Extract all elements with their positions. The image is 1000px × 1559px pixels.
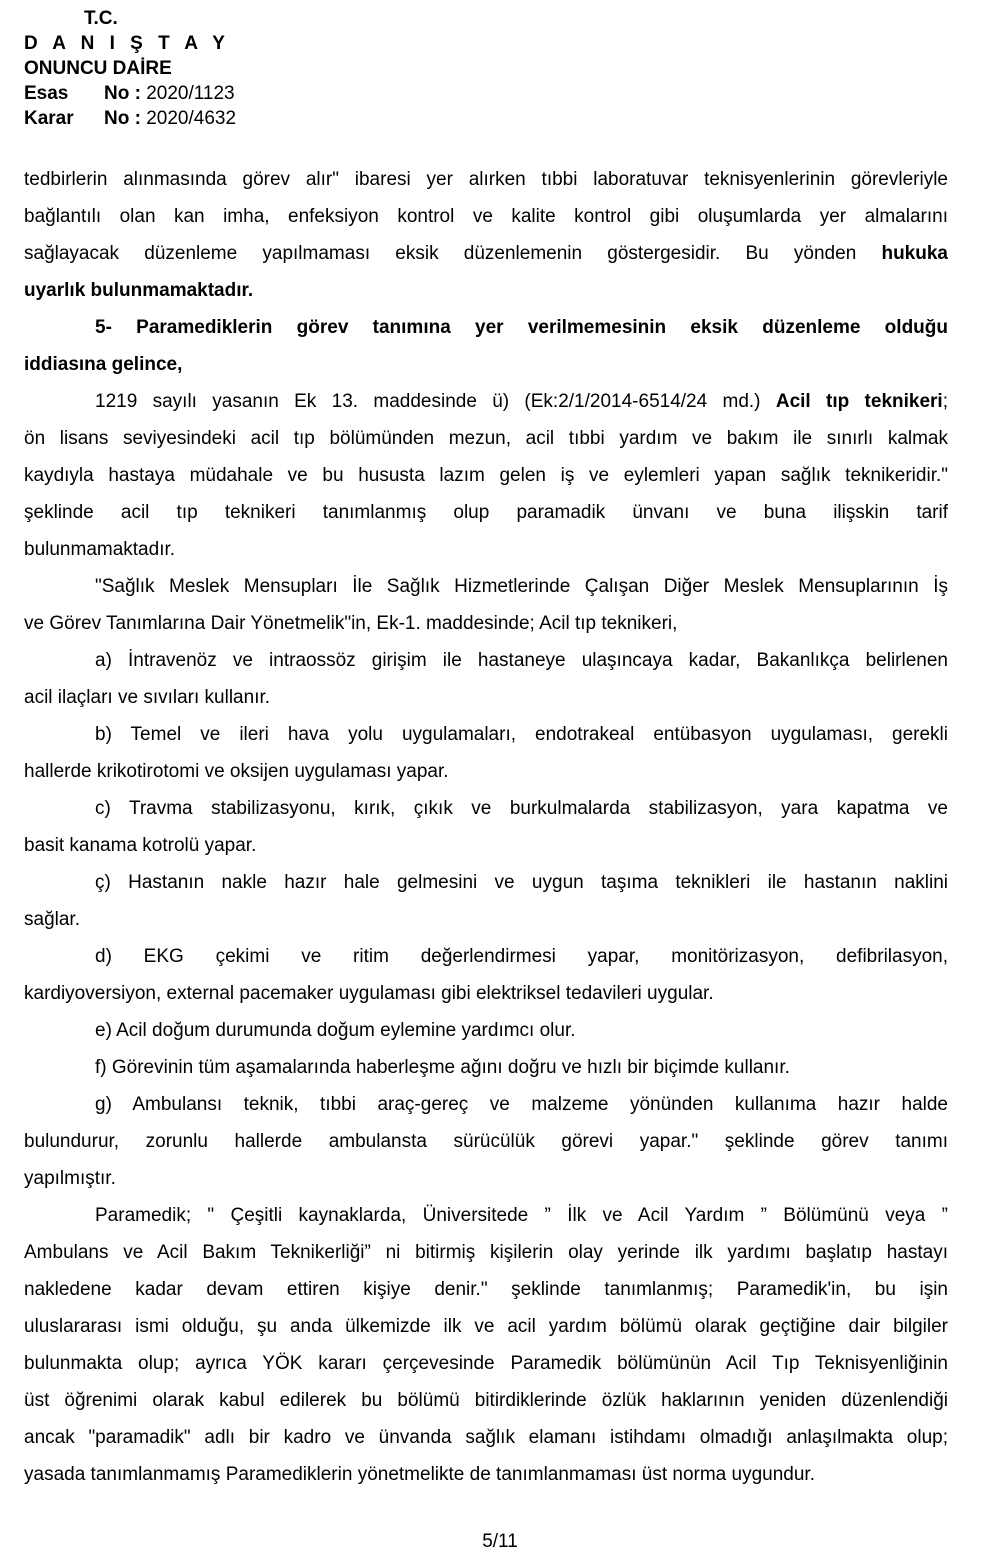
document-header <box>24 6 236 131</box>
list-item-e: e) Acil doğum durumunda doğum eylemine yardımcı olur. <box>95 1020 576 1041</box>
esas-label: Esas <box>24 83 69 104</box>
text-line: şeklinde acil tıp teknikeri tanımlanmış olup paramadik ünvanı ve buna ilişskin tarif <box>24 502 948 523</box>
text-line: yasada tanımlanmamış Paramediklerin yönetmelikte de tanımlanmaması üst norma uygundur. <box>24 1464 815 1485</box>
karar-number-row <box>24 106 236 131</box>
text-line: ancak "paramadik" adlı bir kadro ve ünvanda sağlık elamanı istihdamı olmadığı anlaşılmakta olup; <box>24 1427 948 1448</box>
text-line: Paramedik; " Çeşitli kaynaklarda, Üniversitede ” İlk ve Acil Yardım ” Bölümünü veya ” <box>95 1205 948 1226</box>
text-line: bağlantılı olan kan imha, enfeksiyon kontrol ve kalite kontrol gibi oluşumlarda yer almalarını <box>24 206 948 227</box>
text-line: ön lisans seviyesindeki acil tıp bölümünden mezun, acil tıbbi yardım ve bakım ile sınırlı kalmak <box>24 428 948 449</box>
text-line: "Sağlık Meslek Mensupları İle Sağlık Hizmetlerinde Çalışan Diğer Meslek Mensuplarının İş <box>95 576 948 597</box>
text-line: kaydıyla hastaya müdahale ve bu hususta lazım gelen iş ve eylemleri yapan sağlık teknikeridir." <box>24 465 948 486</box>
header-court-name: D A N I Ş T A Y <box>24 33 230 54</box>
esas-number-row <box>24 81 236 106</box>
text-line: tedbirlerin alınmasında görev alır" ibaresi yer alırken tıbbi laboratuvar teknisyenlerinin görevleriyle <box>24 169 948 190</box>
text-line: 1219 sayılı yasanın Ek 13. maddesinde ü) (Ek:2/1/2014-6514/24 md.) Acil tıp teknikeri; <box>95 391 948 412</box>
bold-conclusion: hukuka <box>881 243 948 264</box>
list-item-c: c) Travma stabilizasyonu, kırık, çıkık ve burkulmalarda stabilizasyon, yara kapatma ve <box>95 798 948 819</box>
text-line: ve Görev Tanımlarına Dair Yönetmelik"in, Ek-1. maddesinde; Acil tıp teknikeri, <box>24 613 678 634</box>
text-line: acil ilaçları ve sıvıları kullanır. <box>24 687 271 708</box>
bold-term: Acil tıp teknikeri <box>775 391 943 412</box>
text-line: yapılmıştır. <box>24 1168 116 1189</box>
text-line: uluslararası ismi olduğu, şu anda ülkemizde ilk ve acil yardım bölümü olarak geçtiğine dair bilgiler <box>24 1316 948 1337</box>
list-item-b: b) Temel ve ileri hava yolu uygulamaları, endotrakeal entübasyon uygulaması, gerekli <box>95 724 948 745</box>
list-item-g: g) Ambulansı teknik, tıbbi araç-gereç ve malzeme yönünden kullanıma hazır halde <box>95 1094 948 1115</box>
text-line: kardiyoversiyon, external pacemaker uygulaması gibi elektriksel tedavileri uygular. <box>24 983 714 1004</box>
esas-number: 2020/1123 <box>146 83 235 104</box>
text-line: sağlayacak düzenleme yapılmaması eksik düzenlemenin göstergesidir. Bu yönden hukuka <box>24 243 948 264</box>
page-number: 5/11 <box>482 1531 518 1552</box>
text-line: bulunmamaktadır. <box>24 539 176 560</box>
text-line: bulunmakta olup; ayrıca YÖK kararı çerçevesinde Paramedik bölümünün Acil Tıp Teknisyenliğinin <box>24 1353 948 1374</box>
list-item-c-cedilla: ç) Hastanın nakle hazır hale gelmesini ve uygun taşıma teknikleri ile hastanın naklini <box>95 872 948 893</box>
text-line: bulundurur, zorunlu hallerde ambulansta sürücülük görevi yapar." şeklinde görev tanımı <box>24 1131 948 1152</box>
text-line: nakledene kadar devam ettiren kişiye denir." şeklinde tanımlanmış; Paramedik'in, bu işin <box>24 1279 948 1300</box>
karar-number: 2020/4632 <box>146 108 237 129</box>
karar-no-label: No : <box>104 108 141 129</box>
text-line: hallerde krikotirotomi ve oksijen uygulaması yapar. <box>24 761 449 782</box>
header-chamber: ONUNCU DAİRE <box>24 58 172 79</box>
bold-conclusion-line: uyarlık bulunmamaktadır. <box>24 280 254 301</box>
esas-no-label: No : <box>104 83 141 104</box>
karar-label: Karar <box>24 108 74 129</box>
text-line: basit kanama kotrolü yapar. <box>24 835 257 856</box>
document-body <box>24 161 948 1493</box>
text-line: üst öğrenimi olarak kabul edilerek bu bölümü bitirdiklerinde özlük haklarının yeniden düzenlendiği <box>24 1390 948 1411</box>
list-item-a: a) İntravenöz ve intraossöz girişim ile hastaneye ulaşıncaya kadar, Bakanlıkça belirlenen <box>95 650 948 671</box>
list-item-f: f) Görevinin tüm aşamalarında haberleşme ağını doğru ve hızlı bir biçimde kullanır. <box>95 1057 790 1078</box>
header-tc: T.C. <box>84 8 118 29</box>
list-item-d: d) EKG çekimi ve ritim değerlendirmesi yapar, monitörizasyon, defibrilasyon, <box>95 946 948 967</box>
section-heading: 5- Paramediklerin görev tanımına yer verilmemesinin eksik düzenleme olduğu <box>95 317 948 338</box>
section-heading-cont: iddiasına gelince, <box>24 354 183 375</box>
text-line: Ambulans ve Acil Bakım Teknikerliği” ni bitirmiş kişilerin olay yerinde ilk yardımı başlatıp hastayı <box>24 1242 948 1263</box>
text-line: sağlar. <box>24 909 80 930</box>
